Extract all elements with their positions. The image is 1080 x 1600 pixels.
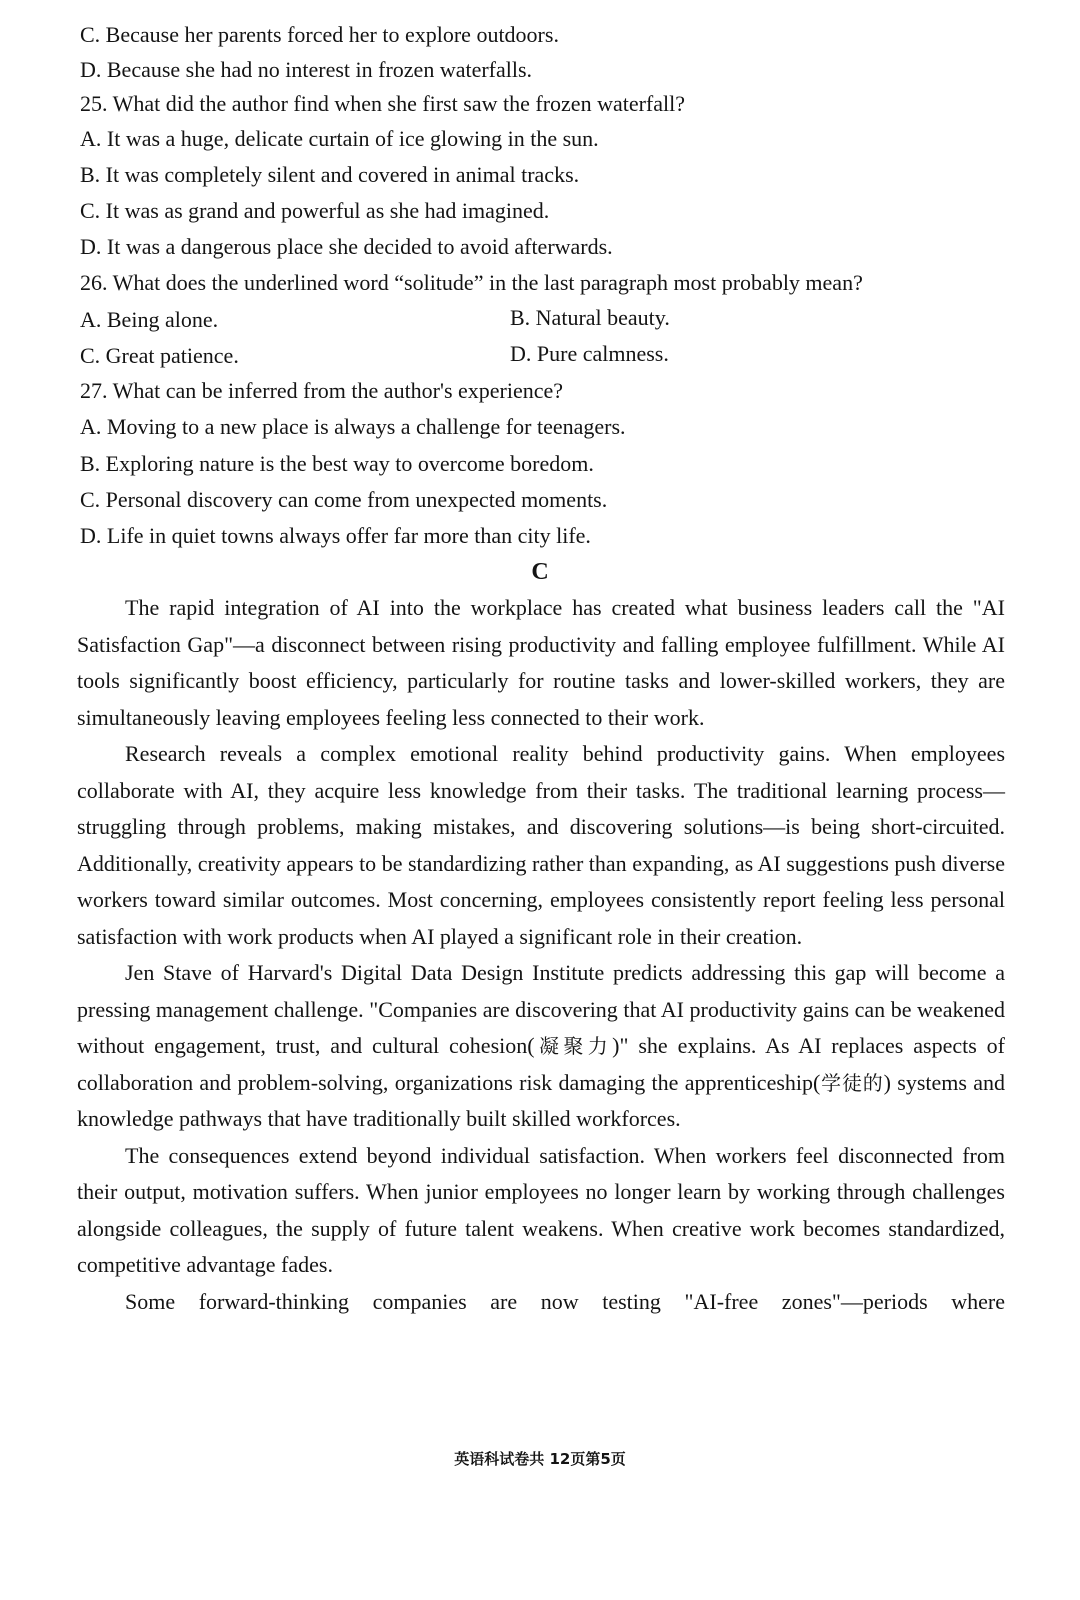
q26-stem-after: ” in the last paragraph most probably mean? [473,270,863,295]
q25-option-d: D. It was a dangerous place she decided to avoid afterwards. [80,234,613,259]
q26-option-c: C. Great patience. [80,343,239,368]
passage-paragraph-4: The consequences extend beyond individual satisfaction. When workers feel disconnected from their output, motivation suffers. When junior employees no longer learn by working through challenges alongside colleagues, the supply of future talent weakens. When creative work becomes standardized, competitive advantage fades. [77,1142,1005,1277]
q26-stem [80,268,863,298]
q25-option-b: B. It was completely silent and covered in animal tracks. [80,162,580,187]
paragraph-3-text-a: Jen Stave of Harvard's Digital Data Design Institute predicts addressing this gap will become a pressing management challenge. "Companies are discovering that AI productivity gains can be weakened without engagement, trust, and cultural cohesion( [77,960,1005,1058]
q27-stem: 27. What can be inferred from the author's experience? [80,378,564,403]
q27-option-b: B. Exploring nature is the best way to overcome boredom. [80,451,594,476]
q26-option-d: D. Pure calmness. [510,341,669,366]
passage-paragraph-2: Research reveals a complex emotional reality behind productivity gains. When employees collaborate with AI, they acquire less knowledge from their tasks. The traditional learning process—struggling through problems, making mistakes, and discovering solutions—is being short-circuited. Additionally, creativity appears to be standardizing rather than expanding, as AI suggestions push diverse workers toward similar outcomes. Most concerning, employees consistently report feeling less personal satisfaction with work products when AI played a significant role in their creation. [77,741,1005,949]
q27-option-a: A. Moving to a new place is always a challenge for teenagers. [80,414,626,439]
q26-underlined-word: solitude [404,270,474,295]
passage-c [77,590,1005,1320]
section-heading-c: C [531,559,549,585]
chinese-gloss-cohesion: 凝聚力 [534,1034,613,1058]
q26-stem-before: 26. What does the underlined word “ [80,270,405,295]
q26-option-b: B. Natural beauty. [510,305,670,330]
q25-option-c: C. It was as grand and powerful as she had imagined. [80,198,550,223]
passage-paragraph-1: The rapid integration of AI into the workplace has created what business leaders call the "AI Satisfaction Gap"—a disconnect between rising productivity and falling employee fulfillment. While AI tools significantly boost efficiency, particularly for routine tasks and lower-skilled workers, they are simultaneously leaving employees feeling less connected to their work. [77,595,1005,730]
q26-option-a: A. Being alone. [80,307,219,332]
q24-option-d: D. Because she had no interest in frozen waterfalls. [80,57,533,82]
chinese-gloss-apprenticeship: 学徒的 [820,1070,884,1095]
passage-paragraph-5: Some forward-thinking companies are now testing "AI-free zones"—periods where [125,1288,1005,1314]
page-footer: 英语科试卷共 12页第5页 [454,1450,626,1468]
q25-option-a: A. It was a huge, delicate curtain of ice glowing in the sun. [80,126,599,151]
q24-option-c: C. Because her parents forced her to explore outdoors. [80,22,559,47]
paragraph-3-text-b: )" she explains. As AI replaces aspects of collaboration and problem-solving, organizations risk damaging the apprenticeship( [77,1033,1006,1095]
q27-option-d: D. Life in quiet towns always offer far more than city life. [80,523,591,548]
q25-stem: 25. What did the author find when she first saw the frozen waterfall? [80,91,685,116]
q27-option-c: C. Personal discovery can come from unexpected moments. [80,487,608,512]
passage-paragraph-3 [77,955,1005,1138]
paragraph-3-text-c: ) systems and knowledge pathways that have traditionally built skilled workforces. [77,1069,1006,1131]
